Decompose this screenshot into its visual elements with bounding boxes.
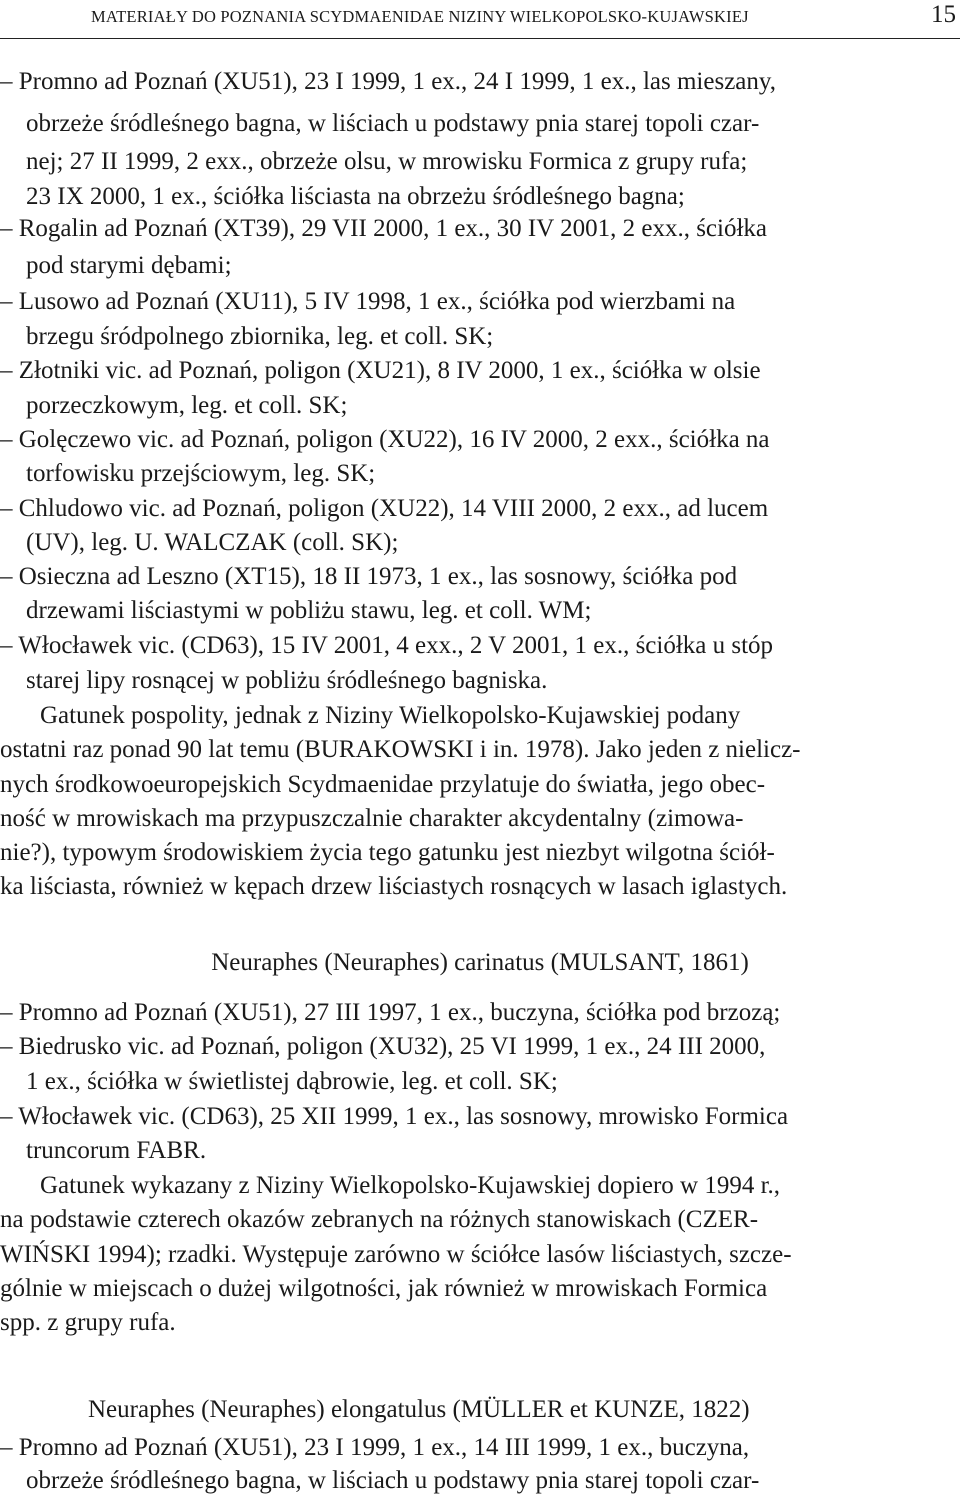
- text-line: 23 IX 2000, 1 ex., ściółka liściasta na obrzeżu śródleśnego bagna;: [26, 183, 685, 210]
- text-line: obrzeże śródleśnego bagna, w liściach u podstawy pnia starej topoli czar-: [26, 1467, 760, 1494]
- text-line: nej; 27 II 1999, 2 exx., obrzeże olsu, w mrowisku Formica z grupy rufa;: [26, 148, 748, 175]
- text-line: nie?), typowym środowiskiem życia tego gatunku jest niezbyt wilgotna ściół-: [0, 839, 775, 866]
- text-line: ka liściasta, również w kępach drzew liściastych rosnących w lasach iglastych.: [0, 873, 788, 900]
- text-line: – Włocławek vic. (CD63), 25 XII 1999, 1 ex., las sosnowy, mrowisko Formica: [0, 1103, 789, 1130]
- text-line: – Promno ad Poznań (XU51), 23 I 1999, 1 ex., 24 I 1999, 1 ex., las mieszany,: [0, 68, 777, 95]
- text-line: ostatni raz ponad 90 lat temu (BURAKOWSKI i in. 1978). Jako jeden z nielicz-: [0, 736, 801, 763]
- text-line: porzeczkowym, leg. et coll. SK;: [26, 392, 348, 419]
- running-header: [0, 0, 960, 39]
- running-header-title: MATERIAŁY DO POZNANIA SCYDMAENIDAE NIZINY WIELKOPOLSKO-KUJAWSKIEJ: [91, 7, 749, 26]
- text-line: Gatunek wykazany z Niziny Wielkopolsko-Kujawskiej dopiero w 1994 r.,: [40, 1172, 781, 1199]
- text-line: obrzeże śródleśnego bagna, w liściach u podstawy pnia starej topoli czar-: [26, 110, 760, 137]
- species-heading: Neuraphes (Neuraphes) elongatulus (MÜLLER et KUNZE, 1822): [88, 1396, 750, 1423]
- text-line: truncorum FABR.: [26, 1137, 207, 1164]
- text-line: WIŃSKI 1994); rzadki. Występuje zarówno w ściółce lasów liściastych, szcze-: [0, 1241, 792, 1268]
- text-line: – Rogalin ad Poznań (XT39), 29 VII 2000, 1 ex., 30 IV 2001, 2 exx., ściółka: [0, 215, 768, 242]
- text-line: brzegu śródpolnego zbiornika, leg. et coll. SK;: [26, 323, 494, 350]
- text-line: starej lipy rosnącej w pobliżu śródleśnego bagniska.: [26, 667, 548, 694]
- text-line: – Promno ad Poznań (XU51), 23 I 1999, 1 ex., 14 III 1999, 1 ex., buczyna,: [0, 1434, 750, 1461]
- text-line: ność w mrowiskach ma przypuszczalnie charakter akcydentalny (zimowa-: [0, 805, 744, 832]
- text-line: 1 ex., ściółka w świetlistej dąbrowie, leg. et coll. SK;: [26, 1068, 558, 1095]
- text-line: Gatunek pospolity, jednak z Niziny Wielkopolsko-Kujawskiej podany: [40, 702, 741, 729]
- text-line: pod starymi dębami;: [26, 252, 232, 279]
- text-line: – Złotniki vic. ad Poznań, poligon (XU21), 8 IV 2000, 1 ex., ściółka w olsie: [0, 357, 761, 384]
- page-number: 15: [931, 1, 956, 28]
- species-heading: Neuraphes (Neuraphes) carinatus (MULSANT, 1861): [211, 949, 749, 976]
- text-line: drzewami liściastymi w pobliżu stawu, leg. et coll. WM;: [26, 597, 592, 624]
- text-line: – Włocławek vic. (CD63), 15 IV 2001, 4 exx., 2 V 2001, 1 ex., ściółka u stóp: [0, 632, 774, 659]
- text-line: – Osieczna ad Leszno (XT15), 18 II 1973, 1 ex., las sosnowy, ściółka pod: [0, 563, 738, 590]
- text-line: torfowisku przejściowym, leg. SK;: [26, 460, 376, 487]
- text-line: – Golęczewo vic. ad Poznań, poligon (XU22), 16 IV 2000, 2 exx., ściółka na: [0, 426, 770, 453]
- text-line: nych środkowoeuropejskich Scydmaenidae przylatuje do światła, jego obec-: [0, 771, 766, 798]
- text-line: – Chludowo vic. ad Poznań, poligon (XU22), 14 VIII 2000, 2 exx., ad lucem: [0, 495, 769, 522]
- text-line: spp. z grupy rufa.: [0, 1309, 176, 1336]
- text-line: na podstawie czterech okazów zebranych na różnych stanowiskach (CZER-: [0, 1206, 759, 1233]
- text-line: – Lusowo ad Poznań (XU11), 5 IV 1998, 1 ex., ściółka pod wierzbami na: [0, 288, 736, 315]
- text-line: gólnie w miejscach o dużej wilgotności, jak również w mrowiskach Formica: [0, 1275, 768, 1302]
- text-line: (UV), leg. U. WALCZAK (coll. SK);: [26, 529, 399, 556]
- text-line: – Biedrusko vic. ad Poznań, poligon (XU32), 25 VI 1999, 1 ex., 24 III 2000,: [0, 1033, 766, 1060]
- text-line: – Promno ad Poznań (XU51), 27 III 1997, 1 ex., buczyna, ściółka pod brzozą;: [0, 999, 781, 1026]
